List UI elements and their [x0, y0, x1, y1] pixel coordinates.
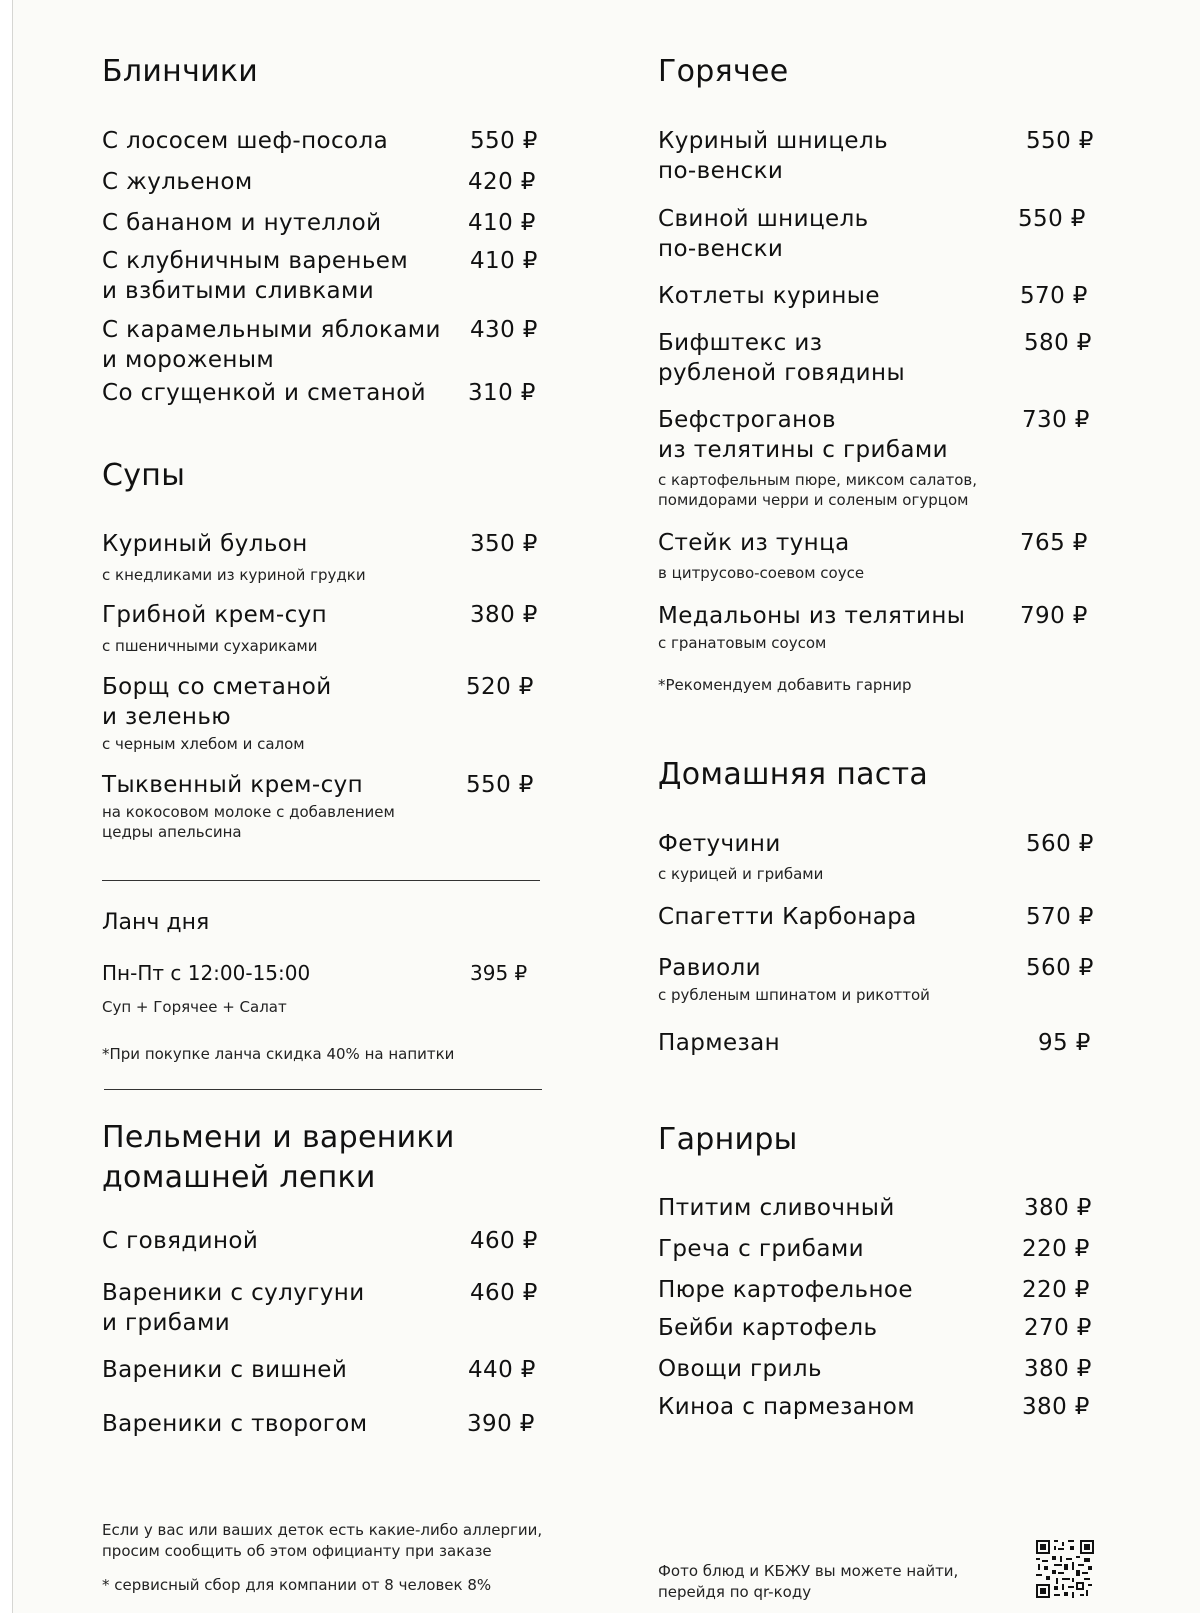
menu-item-description: с курицей и грибами — [658, 865, 824, 883]
menu-item-name: Стейк из тунца — [658, 530, 850, 556]
menu-item-price: 560 ₽ — [1026, 955, 1094, 981]
menu-item-name-line2: и грибами — [102, 1310, 231, 1336]
menu-item-price: 95 ₽ — [1038, 1030, 1091, 1056]
menu-item-name: С говядиной — [102, 1228, 259, 1254]
menu-item-price: 380 ₽ — [470, 602, 538, 628]
menu-item-name: Куриный шницель — [658, 128, 889, 154]
menu-item-price: 380 ₽ — [1024, 1356, 1092, 1382]
section-title-hot: Горячее — [658, 54, 789, 89]
menu-item-name: Овощи гриль — [658, 1356, 822, 1382]
menu-item-price: 570 ₽ — [1020, 283, 1088, 309]
menu-item-name: Пюре картофельное — [658, 1277, 913, 1303]
menu-item-name: Котлеты куриные — [658, 283, 880, 309]
menu-item-name: Куриный бульон — [102, 531, 308, 557]
menu-item-price: 220 ₽ — [1022, 1277, 1090, 1303]
menu-item-description: с рубленым шпинатом и рикоттой — [658, 986, 930, 1004]
menu-item-description: с пшеничными сухариками — [102, 637, 318, 655]
menu-item-price: 270 ₽ — [1024, 1315, 1092, 1341]
menu-item-price: 765 ₽ — [1020, 530, 1088, 556]
hot-note: *Рекомендуем добавить гарнир — [658, 676, 912, 694]
menu-item-name: Вареники с сулугуни — [102, 1280, 365, 1306]
divider — [104, 1089, 542, 1090]
menu-item-description-line2: помидорами черри и соленым огурцом — [658, 491, 969, 509]
menu-item-price: 460 ₽ — [470, 1228, 538, 1254]
menu-item-price: 550 ₽ — [470, 128, 538, 154]
menu-item-description: с картофельным пюре, миксом салатов, — [658, 471, 978, 489]
allergy-note-line2: просим сообщить об этом официанту при заказе — [102, 1542, 492, 1560]
menu-item-name: Спагетти Карбонара — [658, 904, 917, 930]
section-title-sides: Гарниры — [658, 1122, 798, 1157]
section-title-dumplings: Пельмени и вареники — [102, 1120, 455, 1155]
menu-item-price: 550 ₽ — [1018, 206, 1086, 232]
menu-item-name: С лососем шеф-посола — [102, 128, 389, 154]
menu-item-price: 570 ₽ — [1026, 904, 1094, 930]
menu-item-name: С клубничным вареньем — [102, 248, 409, 274]
menu-item-price: 410 ₽ — [468, 210, 536, 236]
menu-item-price: 790 ₽ — [1020, 603, 1088, 629]
menu-item-name: Грибной крем-суп — [102, 602, 328, 628]
menu-item-price: 380 ₽ — [1022, 1394, 1090, 1420]
lunch-note: *При покупке ланча скидка 40% на напитки — [102, 1045, 455, 1063]
section-title-soups: Супы — [102, 458, 186, 493]
menu-item-description: с гранатовым соусом — [658, 634, 827, 652]
menu-item-description: на кокосовом молоке с добавлением — [102, 803, 395, 821]
lunch-combo: Суп + Горячее + Салат — [102, 998, 287, 1016]
lunch-price: 395 ₽ — [470, 961, 528, 985]
menu-item-name: Греча с грибами — [658, 1236, 864, 1262]
menu-item-name: Со сгущенкой и сметаной — [102, 380, 427, 406]
menu-item-name-line2: по-венски — [658, 236, 784, 262]
menu-item-price: 430 ₽ — [470, 317, 538, 343]
menu-item-price: 520 ₽ — [466, 674, 534, 700]
service-fee-note: * сервисный сбор для компании от 8 человек 8% — [102, 1576, 492, 1594]
menu-item-description: в цитрусово-соевом соусе — [658, 564, 865, 582]
qr-code-icon[interactable] — [1036, 1540, 1094, 1598]
menu-item-name: Бифштекс из — [658, 330, 823, 356]
menu-item-name: Борщ со сметаной — [102, 674, 332, 700]
menu-item-name: Вареники с творогом — [102, 1411, 368, 1437]
menu-item-price: 410 ₽ — [470, 248, 538, 274]
menu-item-price: 560 ₽ — [1026, 831, 1094, 857]
divider — [102, 880, 540, 881]
section-title-pancakes: Блинчики — [102, 54, 259, 89]
menu-item-price: 390 ₽ — [467, 1411, 535, 1437]
menu-item-name: Бейби картофель — [658, 1315, 878, 1341]
menu-item-name: Бефстроганов — [658, 407, 836, 433]
menu-item-price: 550 ₽ — [466, 772, 534, 798]
qr-caption-line2: перейдя по qr-коду — [658, 1583, 812, 1601]
menu-item-name: С бананом и нутеллой — [102, 210, 382, 236]
menu-item-price: 440 ₽ — [468, 1357, 536, 1383]
section-title-pasta: Домашняя паста — [658, 757, 929, 792]
menu-item-price: 220 ₽ — [1022, 1236, 1090, 1262]
qr-caption: Фото блюд и КБЖУ вы можете найти, — [658, 1562, 959, 1580]
menu-item-name: Медальоны из телятины — [658, 603, 966, 629]
menu-item-description: с кнедликами из куриной грудки — [102, 566, 366, 584]
menu-item-name-line2: и зеленью — [102, 704, 232, 730]
menu-item-name: С карамельными яблоками — [102, 317, 441, 343]
allergy-note: Если у вас или ваших деток есть какие-либо аллергии, — [102, 1521, 543, 1539]
menu-item-name: Киноа с пармезаном — [658, 1394, 915, 1420]
menu-item-name: Свиной шницель — [658, 206, 869, 232]
menu-item-name: Пармезан — [658, 1030, 781, 1056]
menu-item-price: 730 ₽ — [1022, 407, 1090, 433]
section-title-dumplings-line2: домашней лепки — [102, 1160, 376, 1195]
menu-item-name: Птитим сливочный — [658, 1195, 895, 1221]
menu-item-price: 580 ₽ — [1024, 330, 1092, 356]
menu-item-name-line2: из телятины с грибами — [658, 437, 948, 463]
menu-item-price: 350 ₽ — [470, 531, 538, 557]
menu-item-name: Фетучини — [658, 831, 781, 857]
lunch-title: Ланч дня — [102, 910, 210, 935]
menu-item-price: 310 ₽ — [468, 380, 536, 406]
menu-item-name-line2: и мороженым — [102, 347, 275, 373]
menu-item-name: Тыквенный крем-суп — [102, 772, 364, 798]
menu-item-name: С жульеном — [102, 169, 253, 195]
menu-item-name-line2: по-венски — [658, 158, 784, 184]
lunch-schedule: Пн-Пт с 12:00-15:00 — [102, 961, 311, 985]
menu-item-name-line2: и взбитыми сливками — [102, 278, 375, 304]
menu-item-price: 550 ₽ — [1026, 128, 1094, 154]
menu-item-price: 420 ₽ — [468, 169, 536, 195]
menu-item-description: с черным хлебом и салом — [102, 735, 305, 753]
menu-item-price: 380 ₽ — [1024, 1195, 1092, 1221]
menu-item-description-line2: цедры апельсина — [102, 823, 242, 841]
menu-item-name: Равиоли — [658, 955, 761, 981]
menu-item-name: Вареники с вишней — [102, 1357, 348, 1383]
menu-item-price: 460 ₽ — [470, 1280, 538, 1306]
menu-item-name-line2: рубленой говядины — [658, 360, 906, 386]
